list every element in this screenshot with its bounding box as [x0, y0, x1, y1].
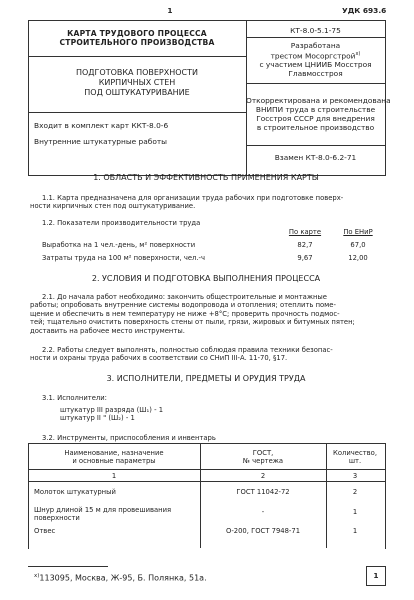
page-box-number: 1	[366, 566, 386, 586]
row1-label: Выработка на 1 чел.-день, м² поверхности	[42, 241, 196, 249]
table-cell-gost: -	[261, 508, 265, 516]
row2-enir: 12,00	[348, 254, 368, 262]
table-cell-qty: 2	[352, 488, 358, 496]
table-row: Молоток штукатурный	[34, 488, 116, 496]
col-header-card: По карте	[288, 228, 322, 236]
section3-p2-title: 3.2. Инструменты, приспособления и инвентарь	[42, 434, 216, 442]
table-colnum-3: 3	[352, 472, 358, 480]
row2-label: Затраты труда на 100 м² поверхности, чел.-ч	[42, 254, 206, 262]
section1-p1: 1.1. Карта предназначена для организации труда рабочих при подготовке поверх- ности кирпичных стен под оштукатуривание.	[30, 194, 344, 211]
table-cell-qty: 1	[352, 527, 358, 535]
table-header-gost: ГОСТ, № чертежа	[242, 449, 284, 466]
section3-title: 3. ИСПОЛНИТЕЛИ, ПРЕДМЕТЫ И ОРУДИЯ ТРУДА	[106, 374, 306, 383]
included-in-set: Входит в комплект карт ККТ-8.0-6 Внутренние штукатурные работы	[34, 121, 169, 146]
section2-p2: 2.2. Работы следует выполнять, полностью соблюдая правила техники безопас- ности и охраны труда рабочих в соответствии со СНиП III-А. 11-70, §17.	[30, 346, 333, 363]
section1-title: 1. ОБЛАСТЬ И ЭФФЕКТИВНОСТЬ ПРИМЕНЕНИЯ КАРТЫ	[93, 173, 319, 182]
card-code: КТ-8.0-5.1-75	[290, 26, 341, 35]
row2-card: 9,67	[297, 254, 313, 262]
table-colnum-2: 2	[260, 472, 266, 480]
section2-title: 2. УСЛОВИЯ И ПОДГОТОВКА ВЫПОЛНЕНИЯ ПРОЦЕССА	[91, 274, 321, 283]
footnote: $^{x)}$113095, Москва, Ж-95, Б. Полянка, 51а.	[34, 573, 207, 583]
recommendation-info: Откорректирована и рекомендована ВНИПИ труда в строительстве Госстроя СССР для внедрения в строительное производство	[246, 96, 391, 132]
table-cell-qty: 1	[352, 508, 358, 516]
table-cell-gost: ГОСТ 11042-72	[236, 488, 290, 496]
table-header-qty: Количество, шт.	[333, 449, 377, 466]
workers-list: штукатур III разряда (Ш₁) - 1 штукатур II " (Ш₂) - 1	[60, 406, 164, 423]
doc-title: КАРТА ТРУДОВОГО ПРОЦЕССА СТРОИТЕЛЬНОГО ПРОИЗВОДСТВА	[59, 29, 215, 47]
section1-p2-title: 1.2. Показатели производительности труда	[42, 219, 201, 227]
section3-p1-title: 3.1. Исполнители:	[42, 394, 107, 402]
row1-card: 82,7	[297, 241, 313, 249]
subject-title: ПОДГОТОВКА ПОВЕРХНОСТИ КИРПИЧНЫХ СТЕН ПОД ОШТУКАТУРИВАНИЕ	[75, 68, 199, 97]
udk-code: УДК 693.6	[342, 6, 387, 15]
col-header-enir: По ЕНиР	[343, 228, 373, 236]
table-row: Шнур длиной 15 м для провешивания поверхности	[34, 506, 172, 523]
replaces-info: Взамен КТ-8.0-6.2-71	[274, 153, 357, 162]
page-number: 1	[167, 6, 173, 15]
table-header-name: Наименование, назначение и основные параметры	[64, 449, 164, 466]
table-cell-gost: О-200, ГОСТ 7948-71	[225, 527, 301, 535]
section2-p1: 2.1. До начала работ необходимо: закончить общестроительные и монтажные работы; опробовать внутренние системы водопровода и отопления; отеплить поме- щение и обеспечить в нем температуру не ниже +8°С; проверить прочность подмос- тей; тщательно очистить поверхность стены от пыли, грязи, жировых и битумных пятен; доставить на рабочее место инструменты.	[30, 293, 355, 335]
developer-info: Разработана трестом Мосоргстрой$^{x)}$ с участием ЦНИИБ Мосстроя Главмосстроя	[259, 41, 372, 79]
table-colnum-1: 1	[111, 472, 117, 480]
row1-enir: 67,0	[350, 241, 366, 249]
table-row: Отвес	[34, 527, 56, 535]
